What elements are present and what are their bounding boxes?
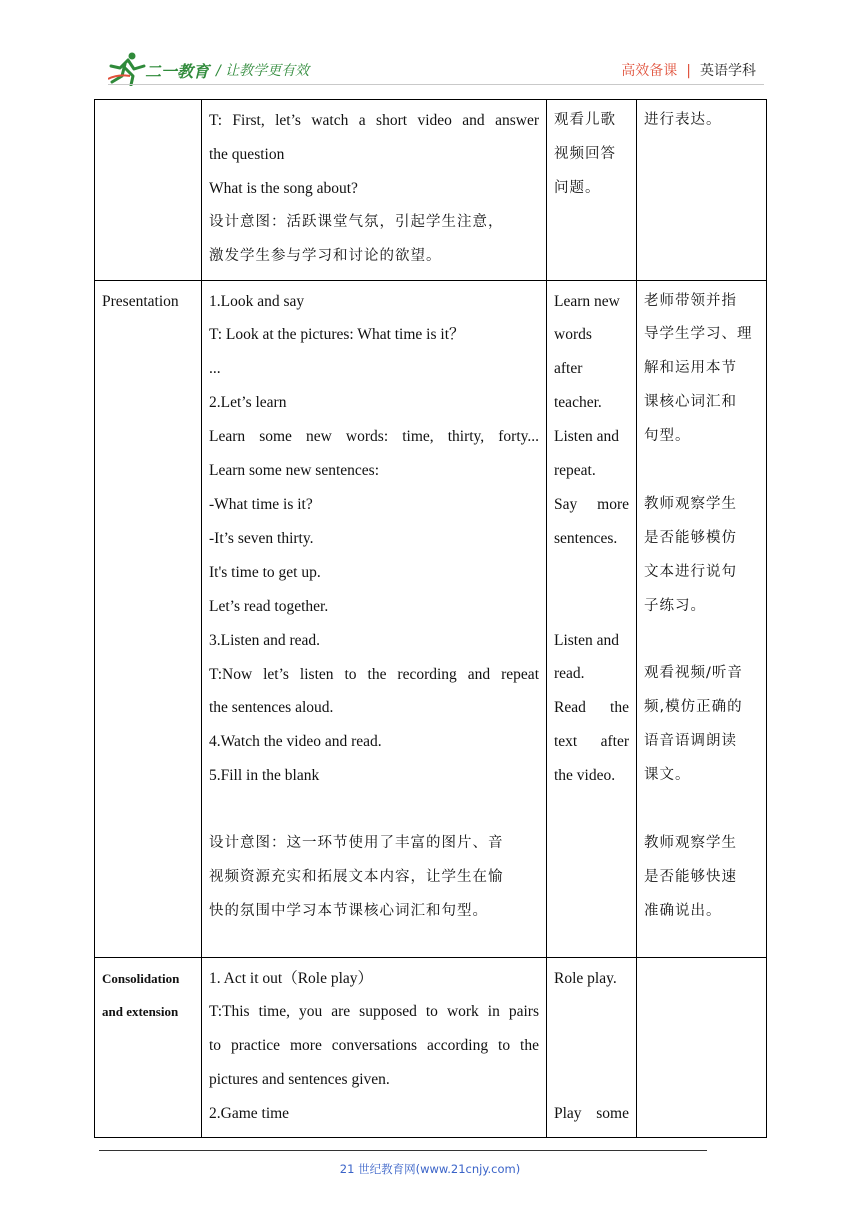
student-line: Listen and xyxy=(554,428,619,446)
teacher-line: T:This time, you are supposed to work in pairs xyxy=(209,1003,539,1021)
intent-line: 老师带领并指 xyxy=(644,292,737,309)
table-row xyxy=(95,957,767,1138)
spacer xyxy=(554,1063,629,1097)
intent-line: 导学生学习、理 xyxy=(644,326,753,343)
spacer xyxy=(554,590,629,624)
student-line: 观看儿歌 xyxy=(554,112,616,128)
spacer xyxy=(554,995,629,1029)
teacher-activity-cell xyxy=(202,100,547,281)
teacher-line: ... xyxy=(209,360,221,378)
intent-cell xyxy=(637,100,767,281)
design-intent-line: 快的氛围中学习本节课核心词汇和句型。 xyxy=(209,902,488,919)
teacher-line: 2.Game time xyxy=(209,1105,290,1123)
student-activity-cell xyxy=(547,100,637,281)
tag-efficient-lesson: 高效备课 xyxy=(621,63,678,79)
teacher-line: the sentences aloud. xyxy=(209,699,334,717)
teacher-line: 2.Let’s learn xyxy=(209,394,287,412)
logo-text: 二一教育 xyxy=(145,62,210,81)
intent-line: 句型。 xyxy=(644,428,691,445)
design-intent-line: 视频资源充实和拓展文本内容，让学生在愉 xyxy=(209,868,504,885)
intent-line: 解和运用本节 xyxy=(644,360,737,377)
intent-line: 课核心词汇和 xyxy=(644,394,737,411)
teacher-activity-cell xyxy=(202,280,547,957)
intent-line: 准确说出。 xyxy=(644,902,722,919)
design-intent-line: 设计意图：活跃课堂气氛，引起学生注意， xyxy=(209,213,504,230)
intent-line: 教师观察学生 xyxy=(644,495,737,512)
student-line: 视频回答 xyxy=(554,145,616,162)
page-header xyxy=(0,0,860,95)
teacher-line: pictures and sentences given. xyxy=(209,1071,390,1089)
teacher-line: 4.Watch the video and read. xyxy=(209,733,382,751)
stage-cell xyxy=(95,280,202,957)
teacher-line: T: First, let’s watch a short video and answer xyxy=(209,112,539,129)
stage-label: and extension xyxy=(102,1004,179,1020)
slogan: / 让教学更有效 xyxy=(216,63,310,79)
running-figure-icon xyxy=(108,53,144,86)
intent-line: 课文。 xyxy=(644,767,691,784)
stage-cell xyxy=(95,100,202,281)
intent-line: 进行表达。 xyxy=(644,112,722,128)
student-line: after xyxy=(554,360,583,378)
design-intent-line: 激发学生参与学习和讨论的欲望。 xyxy=(209,247,442,264)
teacher-line: Learn some new words: time, thirty, forty... xyxy=(209,428,539,446)
teacher-line: What is the song about? xyxy=(209,179,358,197)
stage-label: Consolidation xyxy=(102,970,180,986)
teacher-line: Learn some new sentences: xyxy=(209,462,380,480)
teacher-line: T:Now let’s listen to the recording and repeat xyxy=(209,665,539,683)
student-line: Listen and xyxy=(554,631,619,649)
intent-line: 是否能够快速 xyxy=(644,868,737,885)
student-line: Play some xyxy=(554,1105,629,1123)
student-line: Learn new xyxy=(554,292,620,310)
teacher-line: It's time to get up. xyxy=(209,563,321,581)
intent-line: 语音语调朗读 xyxy=(644,733,737,750)
logo xyxy=(108,52,218,86)
student-line: Read the xyxy=(554,699,629,717)
intent-line: 是否能够模仿 xyxy=(644,529,737,546)
header-divider xyxy=(108,84,764,85)
intent-line: 教师观察学生 xyxy=(644,834,737,851)
student-line: words xyxy=(554,326,592,344)
spacer xyxy=(554,556,629,590)
teacher-activity-cell xyxy=(202,957,547,1138)
intent-line: 观看视频/听音 xyxy=(644,665,743,682)
teacher-line: 1.Look and say xyxy=(209,292,305,310)
student-activity-cell xyxy=(547,957,637,1138)
student-line: Say more xyxy=(554,495,629,513)
spacer xyxy=(554,1029,629,1063)
spacer xyxy=(644,624,759,658)
intent-line: 文本进行说句 xyxy=(644,563,737,580)
stage-label: Presentation xyxy=(102,292,179,310)
header-tags xyxy=(621,60,756,80)
teacher-line: to practice more conversations according to the xyxy=(209,1037,539,1055)
intent-cell xyxy=(637,280,767,957)
student-line: Role play. xyxy=(554,969,617,987)
student-line: teacher. xyxy=(554,394,602,412)
teacher-line: 1. Act it out（Role play） xyxy=(209,969,374,987)
student-activity-cell xyxy=(547,280,637,957)
lesson-plan-table xyxy=(94,99,767,1138)
teacher-line: 5.Fill in the blank xyxy=(209,767,320,785)
intent-line: 频,模仿正确的 xyxy=(644,699,743,716)
table-row xyxy=(95,100,767,281)
footer-text: 21 世纪教育网(www.21cnjy.com) xyxy=(339,1162,521,1176)
tag-separator: | xyxy=(686,63,691,79)
teacher-line: 3.Listen and read. xyxy=(209,631,321,649)
student-line: 问题。 xyxy=(554,179,601,196)
teacher-line: T: Look at the pictures: What time is it？ xyxy=(209,326,465,344)
student-line: read. xyxy=(554,665,585,683)
spacer xyxy=(209,793,539,827)
teacher-line: the question xyxy=(209,145,285,163)
tag-subject: 英语学科 xyxy=(700,63,756,79)
student-line: sentences. xyxy=(554,529,618,547)
spacer xyxy=(644,454,759,488)
stage-cell xyxy=(95,957,202,1138)
teacher-line: Let’s read together. xyxy=(209,597,329,615)
student-line: text after xyxy=(554,733,629,751)
footer-divider xyxy=(99,1150,707,1151)
student-line: the video. xyxy=(554,767,616,785)
teacher-line: -It’s seven thirty. xyxy=(209,529,314,547)
spacer xyxy=(644,793,759,827)
design-intent-line: 设计意图：这一环节使用了丰富的图片、音 xyxy=(209,835,504,852)
intent-cell xyxy=(637,957,767,1138)
teacher-line: -What time is it? xyxy=(209,495,313,513)
student-line: repeat. xyxy=(554,462,596,480)
table-row xyxy=(95,280,767,957)
intent-line: 子练习。 xyxy=(644,597,706,614)
